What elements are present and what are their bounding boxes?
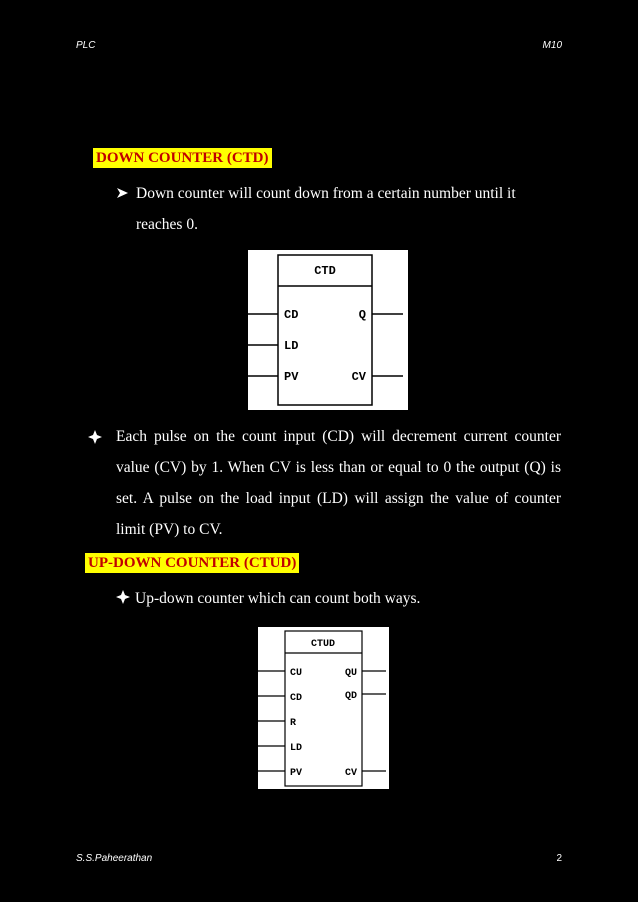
ctd-diagram-svg [248, 250, 408, 410]
ctd-description-item [88, 421, 561, 545]
footer-author: S.S.Paheerathan [76, 853, 153, 864]
ctud-diagram-svg [258, 627, 389, 789]
ctd-input-label-pv: PV [284, 370, 299, 384]
bullet-text-line2: reaches 0. [136, 216, 198, 233]
bullet-item-ctud [116, 583, 561, 614]
ctd-function-block-diagram [248, 250, 408, 410]
header-left: PLC [76, 40, 96, 51]
section-heading-ctd: DOWN COUNTER (CTD) [96, 150, 269, 166]
section-heading-ctud: UP-DOWN COUNTER (CTUD) [88, 555, 297, 571]
ctud-block-title: CTUD [310, 639, 336, 650]
diamond-bullet-icon [88, 421, 102, 455]
ctud-input-label-pv: PV [290, 768, 303, 779]
ctud-input-label-cd: CD [290, 693, 303, 704]
ctud-input-label-r: R [290, 718, 297, 729]
ctd-block-title: CTD [314, 264, 336, 278]
bullet-text-line1: Down counter will count down from a certain number until it [136, 185, 516, 202]
ctd-output-label-cv: CV [351, 370, 366, 384]
arrow-bullet-icon [116, 178, 136, 209]
bullet-item-ctd [116, 178, 561, 240]
ctd-description-text: Each pulse on the count input (CD) will decrement current counter value (CV) by 1. When CV is less than or equal to 0 the output (Q) is set. A pulse on the load input (LD) will assign the value of counter limit (PV) to CV. [116, 428, 561, 538]
ctud-input-label-cu: CU [290, 668, 303, 679]
footer-page-number: 2 [556, 853, 562, 864]
ctud-function-block-diagram [258, 627, 389, 789]
bullet-text-ctud: Up-down counter which can count both ways. [135, 590, 421, 607]
ctud-output-label-qu: QU [344, 668, 357, 679]
ctud-input-label-ld: LD [290, 743, 303, 754]
diamond-bullet-icon [116, 583, 135, 614]
ctud-block-outline [285, 631, 362, 786]
ctud-output-label-qd: QD [344, 691, 357, 702]
ctd-input-label-cd: CD [284, 308, 299, 322]
ctd-input-label-ld: LD [284, 339, 299, 353]
ctd-output-label-q: Q [358, 308, 366, 322]
ctud-output-label-cv: CV [344, 768, 357, 779]
header-right: M10 [542, 40, 562, 51]
